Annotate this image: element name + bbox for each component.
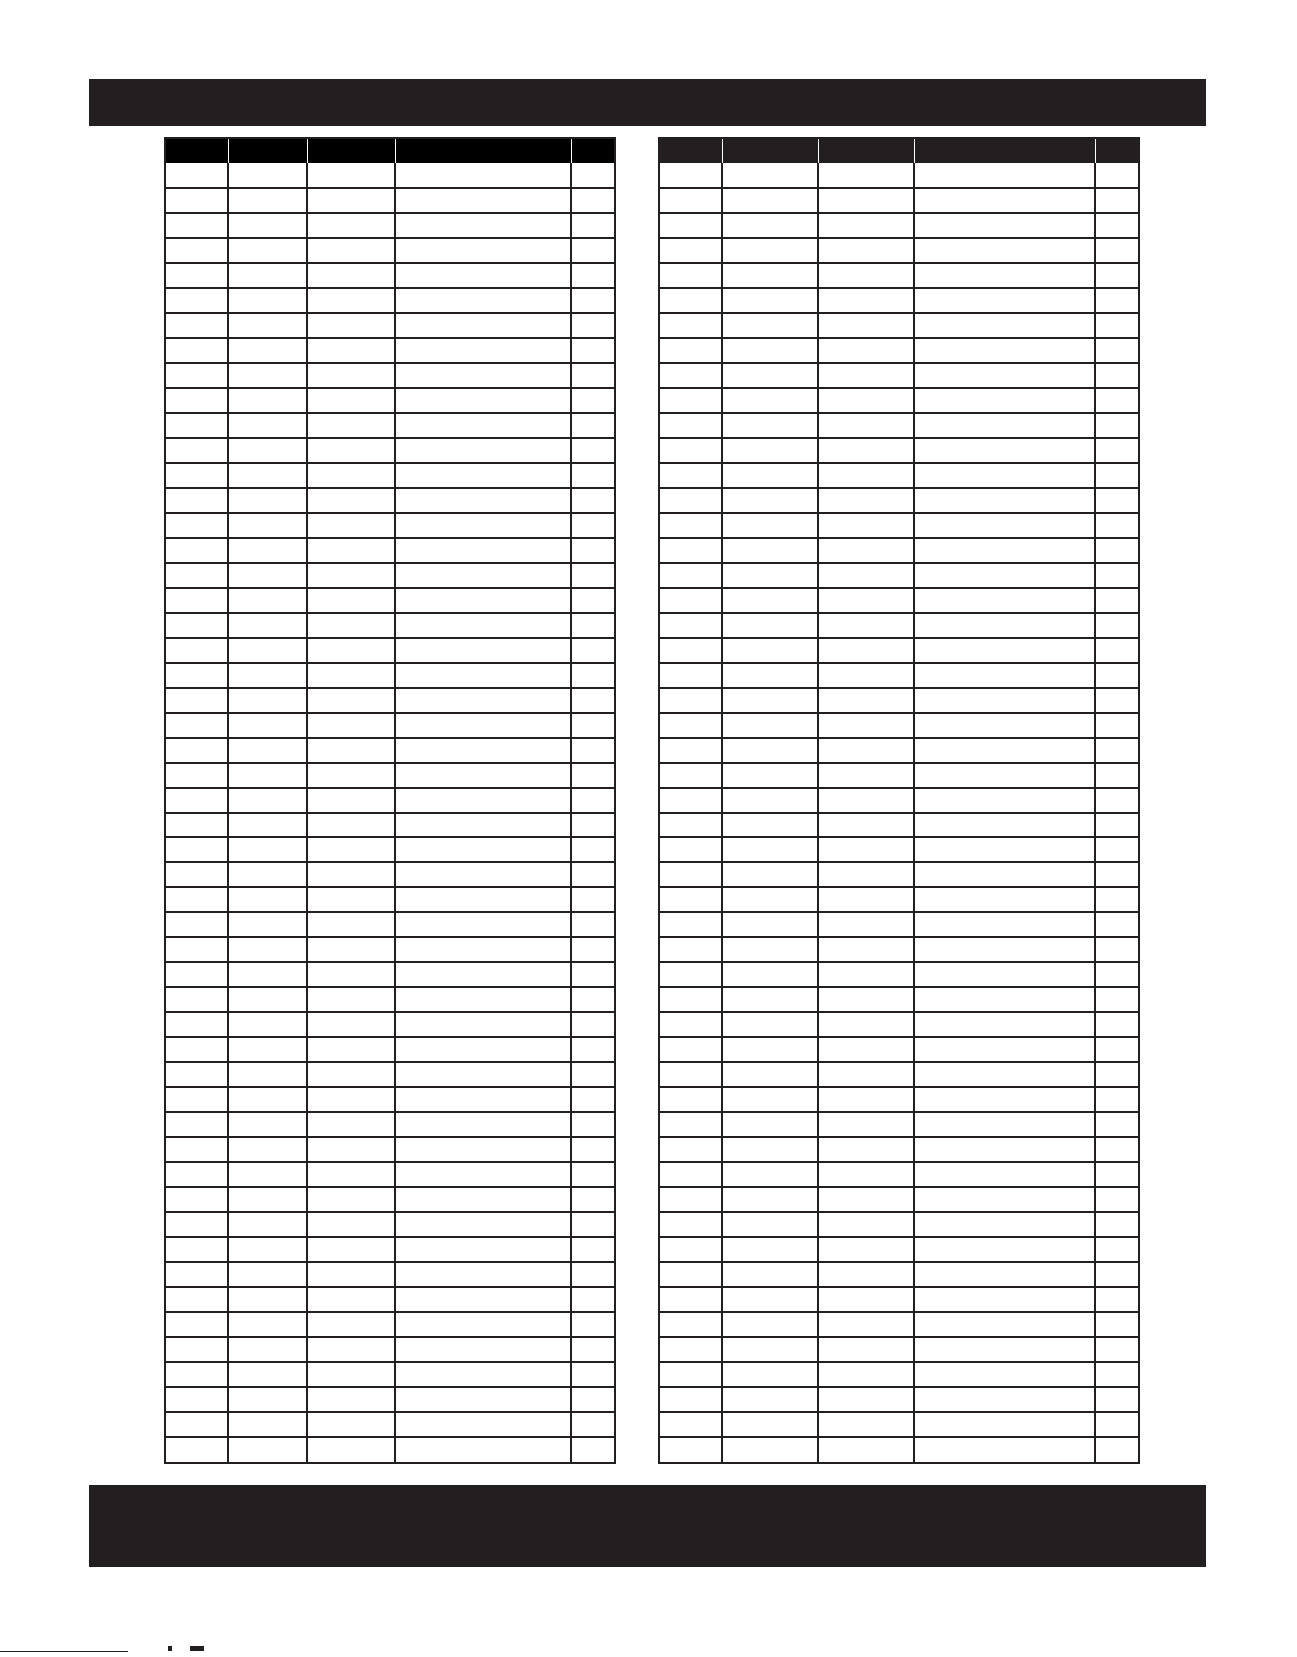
- left-table-row: [166, 587, 614, 589]
- page-edge-mark: [0, 1651, 128, 1652]
- left-table-row: [166, 637, 614, 639]
- left-table-row: [166, 911, 614, 913]
- right-table-row: [660, 337, 1138, 339]
- right-table-row: [660, 562, 1138, 564]
- right-table-row: [660, 362, 1138, 364]
- right-table-row: [660, 262, 1138, 264]
- left-table-row: [166, 861, 614, 863]
- left-table-row: [166, 512, 614, 514]
- left-header-divider: [395, 139, 396, 163]
- left-table-row: [166, 737, 614, 739]
- right-table-row: [660, 1186, 1138, 1188]
- right-table-row: [660, 662, 1138, 664]
- right-table-row: [660, 612, 1138, 614]
- left-table-row: [166, 1161, 614, 1163]
- left-table-row: [166, 762, 614, 764]
- right-table-row: [660, 637, 1138, 639]
- right-table-row: [660, 1161, 1138, 1163]
- left-table-row: [166, 1386, 614, 1388]
- left-table-row: [166, 212, 614, 214]
- left-table-row: [166, 237, 614, 239]
- footer-bar: [89, 1485, 1206, 1567]
- right-table-row: [660, 412, 1138, 414]
- right-table-header: [660, 139, 1138, 163]
- right-table-row: [660, 737, 1138, 739]
- right-table-row: [660, 1386, 1138, 1388]
- left-table-row: [166, 836, 614, 838]
- right-table-row: [660, 287, 1138, 289]
- left-header-divider: [571, 139, 572, 163]
- left-table-header: [166, 139, 614, 163]
- right-table-row: [660, 1136, 1138, 1138]
- left-table: [164, 137, 616, 1464]
- right-table-row: [660, 312, 1138, 314]
- right-table-row: [660, 687, 1138, 689]
- left-table-row: [166, 1011, 614, 1013]
- right-table-row: [660, 1211, 1138, 1213]
- left-table-row: [166, 961, 614, 963]
- left-table-row: [166, 337, 614, 339]
- left-table-row: [166, 662, 614, 664]
- left-table-row: [166, 886, 614, 888]
- right-table-row: [660, 986, 1138, 988]
- left-table-row: [166, 537, 614, 539]
- right-table-row: [660, 537, 1138, 539]
- left-table-row: [166, 187, 614, 189]
- page-edge-tick: [168, 1646, 172, 1651]
- left-table-row: [166, 986, 614, 988]
- left-header-divider: [307, 139, 308, 163]
- right-table-row: [660, 387, 1138, 389]
- right-table-row: [660, 936, 1138, 938]
- right-table-row: [660, 1061, 1138, 1063]
- right-table-row: [660, 1336, 1138, 1338]
- left-table-row: [166, 1261, 614, 1263]
- right-table-row: [660, 1311, 1138, 1313]
- right-table-row: [660, 961, 1138, 963]
- left-table-row: [166, 1136, 614, 1138]
- left-table-row: [166, 1111, 614, 1113]
- right-header-divider: [722, 139, 723, 163]
- left-table-row: [166, 612, 614, 614]
- left-table-row: [166, 437, 614, 439]
- left-table-row: [166, 362, 614, 364]
- right-table-row: [660, 861, 1138, 863]
- left-table-row: [166, 1436, 614, 1438]
- right-table-row: [660, 1361, 1138, 1363]
- right-table-row: [660, 1261, 1138, 1263]
- right-table-row: [660, 437, 1138, 439]
- page-edge-tick: [190, 1646, 204, 1651]
- right-table-row: [660, 487, 1138, 489]
- left-table-row: [166, 1086, 614, 1088]
- left-table-row: [166, 312, 614, 314]
- right-table-row: [660, 587, 1138, 589]
- left-table-row: [166, 812, 614, 814]
- right-table-row: [660, 787, 1138, 789]
- right-header-divider: [1095, 139, 1096, 163]
- left-table-row: [166, 1286, 614, 1288]
- right-header-divider: [818, 139, 819, 163]
- right-table-row: [660, 1436, 1138, 1438]
- right-table-row: [660, 812, 1138, 814]
- left-table-row: [166, 1336, 614, 1338]
- left-table-row: [166, 1061, 614, 1063]
- left-table-row: [166, 1186, 614, 1188]
- right-table-row: [660, 237, 1138, 239]
- right-table-row: [660, 1011, 1138, 1013]
- left-table-row: [166, 262, 614, 264]
- right-table: [658, 137, 1140, 1464]
- right-table-row: [660, 1286, 1138, 1288]
- right-header-divider: [914, 139, 915, 163]
- left-table-row: [166, 287, 614, 289]
- right-table-row: [660, 1111, 1138, 1113]
- right-table-row: [660, 1036, 1138, 1038]
- right-table-row: [660, 712, 1138, 714]
- header-bar: [89, 79, 1206, 126]
- left-table-row: [166, 936, 614, 938]
- left-table-row: [166, 1411, 614, 1413]
- left-table-row: [166, 462, 614, 464]
- left-table-row: [166, 787, 614, 789]
- right-table-row: [660, 1086, 1138, 1088]
- right-table-row: [660, 512, 1138, 514]
- left-table-row: [166, 1311, 614, 1313]
- right-table-row: [660, 212, 1138, 214]
- right-table-row: [660, 1411, 1138, 1413]
- left-table-row: [166, 1211, 614, 1213]
- left-table-row: [166, 562, 614, 564]
- left-table-row: [166, 687, 614, 689]
- left-table-row: [166, 487, 614, 489]
- right-table-row: [660, 911, 1138, 913]
- left-table-row: [166, 712, 614, 714]
- left-table-row: [166, 1361, 614, 1363]
- left-table-row: [166, 412, 614, 414]
- right-table-row: [660, 836, 1138, 838]
- left-header-divider: [228, 139, 229, 163]
- right-table-row: [660, 762, 1138, 764]
- right-table-row: [660, 886, 1138, 888]
- right-table-row: [660, 187, 1138, 189]
- left-table-row: [166, 1036, 614, 1038]
- left-table-row: [166, 1236, 614, 1238]
- right-table-row: [660, 1236, 1138, 1238]
- right-table-row: [660, 462, 1138, 464]
- left-table-row: [166, 387, 614, 389]
